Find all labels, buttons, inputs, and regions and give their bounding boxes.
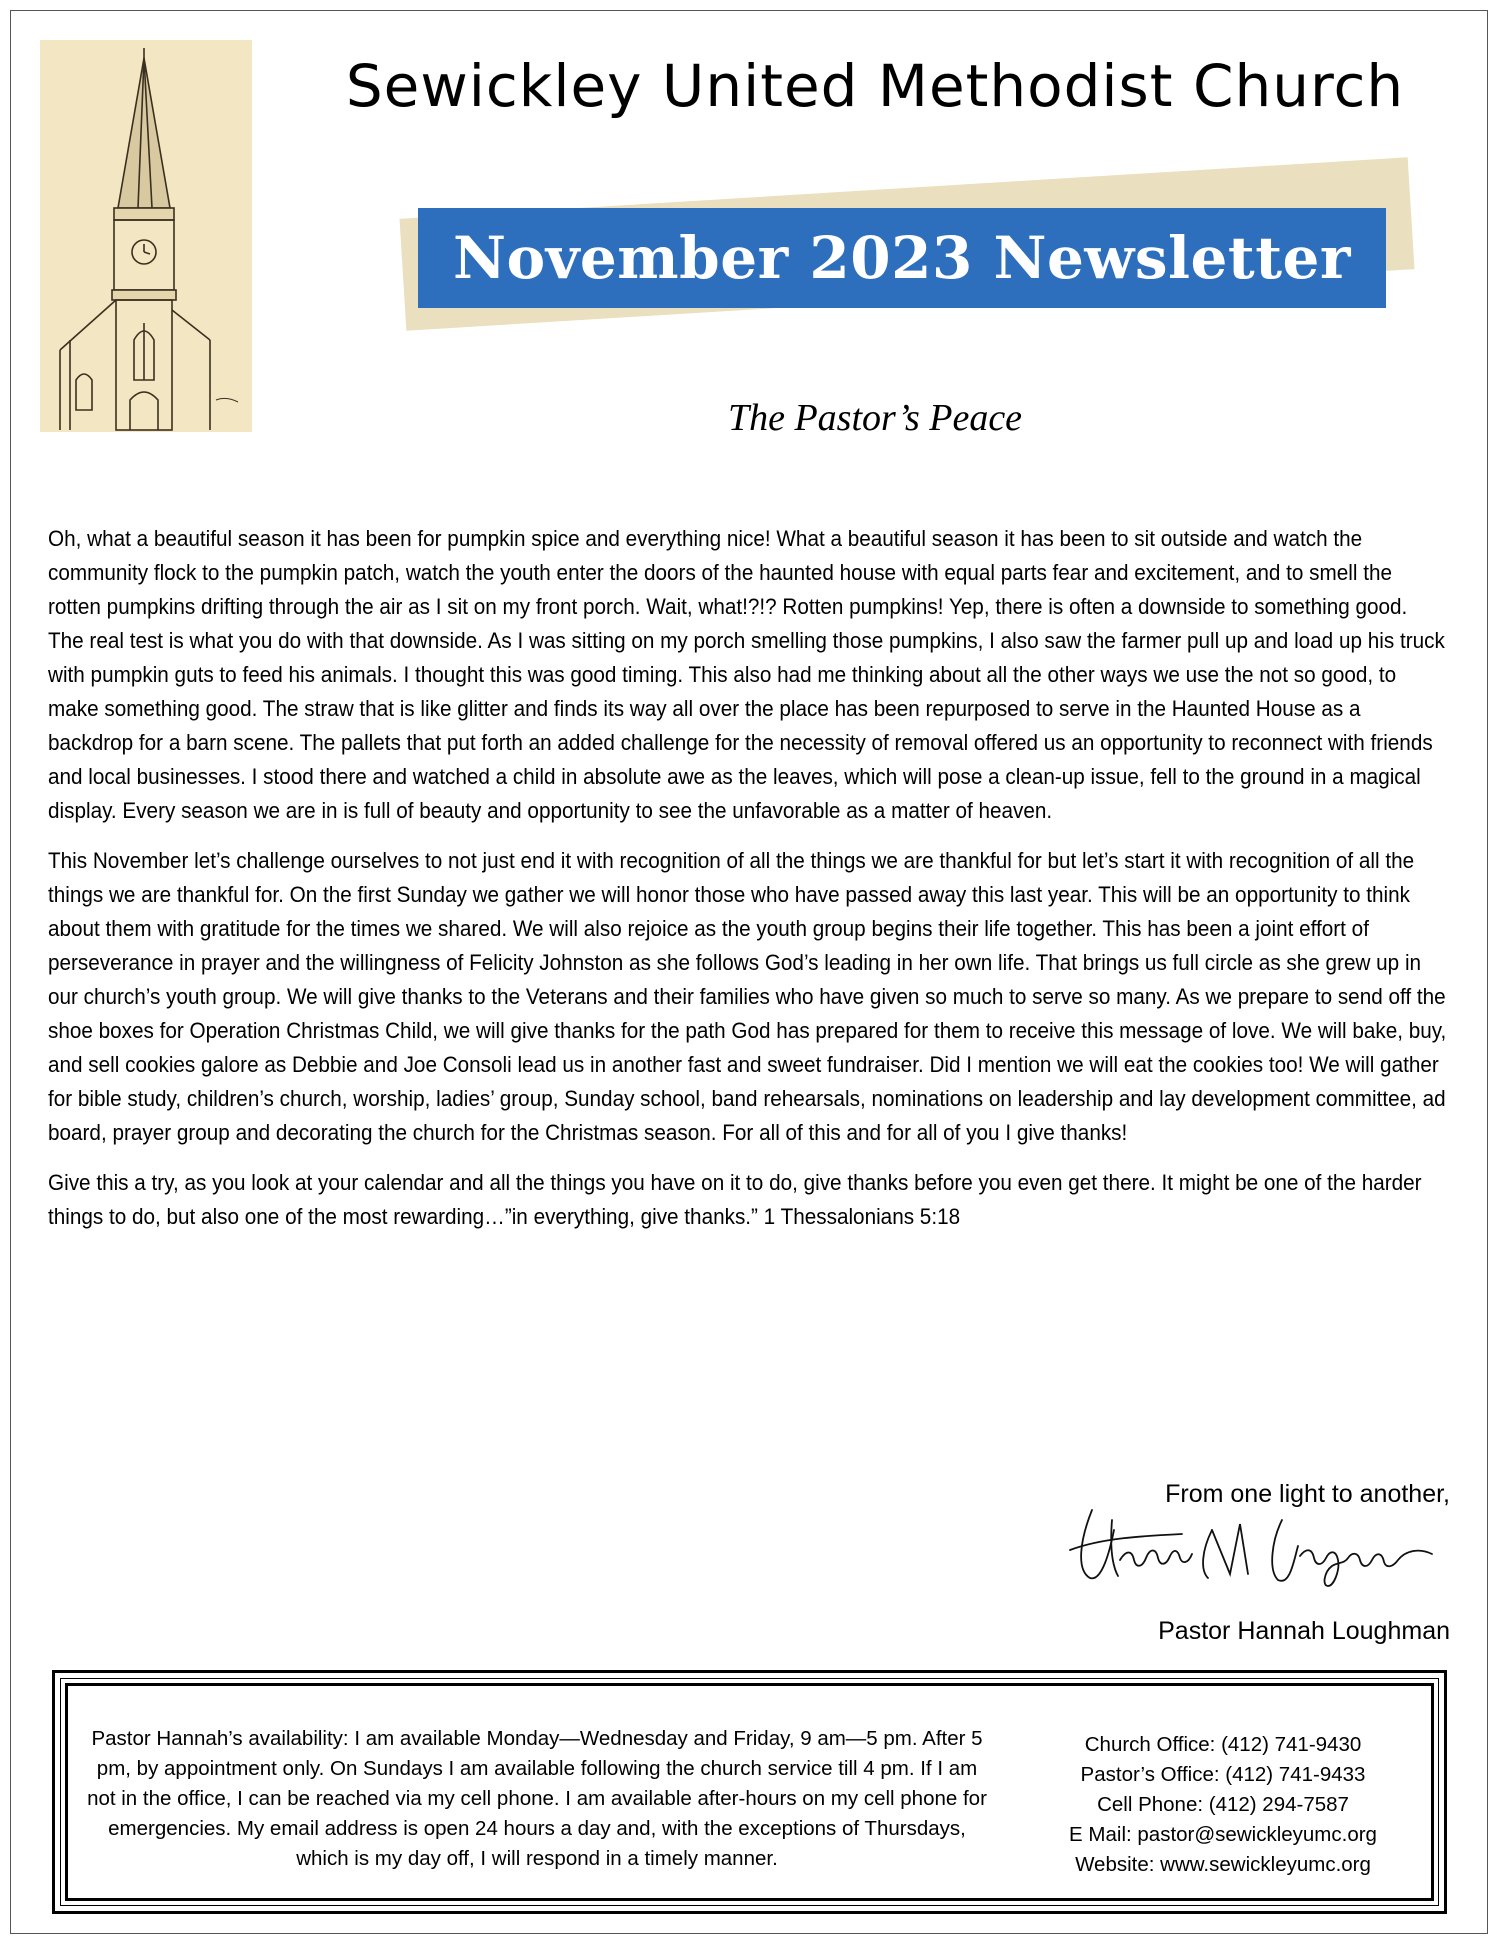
website-address: Website: www.sewickleyumc.org bbox=[1075, 1853, 1371, 1876]
email-address: E Mail: pastor@sewickleyumc.org bbox=[1069, 1823, 1377, 1846]
article-paragraph: Give this a try, as you look at your calendar and all the things you have on it to do, give thanks before you even get there. It might be one of the harder things to do, but also one of the most rewarding…”in everything, give thanks.” 1 Thessalonians 5:18 bbox=[48, 1170, 1422, 1229]
pastor-name: Pastor Hannah Loughman bbox=[1158, 1617, 1450, 1645]
contact-list bbox=[1038, 1730, 1408, 1880]
church-office-phone: Church Office: (412) 741-9430 bbox=[1084, 1733, 1362, 1756]
availability-text: Pastor Hannah’s availability: I am available Monday—Wednesday and Friday, 9 am—5 pm. After 5 pm, by appointment only. On Sundays I am available following the church service till 4 pm. If I am not in the office, I can be reached via my cell phone. I am available after-hours on my cell phone for emergencies. My email address is open 24 hours a day and, with the exceptions of Thursdays, which is my day off, I will respond in a timely manner. bbox=[87, 1727, 987, 1870]
church-steeple-illustration bbox=[40, 40, 252, 432]
article-body bbox=[48, 522, 1447, 1250]
article-title: The Pastor’s Peace bbox=[727, 397, 1023, 439]
contact-info-frame bbox=[60, 1678, 1439, 1906]
contact-info-box bbox=[52, 1670, 1447, 1914]
pastor-signature bbox=[1062, 1490, 1452, 1590]
newsletter-title-banner: November 2023 Newsletter bbox=[418, 208, 1386, 308]
closing-line: From one light to another, bbox=[1165, 1480, 1450, 1508]
article-paragraph: Oh, what a beautiful season it has been for pumpkin spice and everything nice! What a beautiful season it has been to sit outside and watch the community flock to the pumpkin patch, watch the youth enter the doors of the haunted house with equal parts fear and excitement, and to smell the rotten pumpkins drifting through the air as I sit on my front porch. Wait, what!?!? Rotten pumpkins! Yep, there is often a downside to something good. The real test is what you do with that downside. As I was sitting on my porch smelling those pumpkins, I also saw the farmer pull up and load up his truck with pumpkin guts to feed his animals. I thought this was good timing. This also had me thinking about all the other ways we use the not so good, to make something good. The straw that is like glitter and finds its way all over the place has been repurposed to serve in the Haunted House as a backdrop for a barn scene. The pallets that put forth an added challenge for the necessity of removal offered us an opportunity to reconnect with friends and local businesses. I stood there and watched a child in absolute awe as the leaves, which will pose a clean-up issue, fell to the ground in a magical display. Every season we are in is full of beauty and opportunity to see the unfavorable as a matter of heaven. bbox=[48, 526, 1445, 823]
contact-info-frame-inner bbox=[65, 1683, 1434, 1901]
pastor-office-phone: Pastor’s Office: (412) 741-9433 bbox=[1080, 1763, 1366, 1786]
church-name: Sewickley United Methodist Church bbox=[345, 52, 1405, 120]
cell-phone: Cell Phone: (412) 294-7587 bbox=[1097, 1793, 1349, 1816]
article-paragraph: This November let’s challenge ourselves to not just end it with recognition of all the things we are thankful for but let’s start it with recognition of all the things we are thankful for. On the first Sunday we gather we will honor those who have passed away this last year. This will be an opportunity to think about them with gratitude for the times we shared. We will also rejoice as the youth group begins their life together. This has been a joint effort of perseverance in prayer and the willingness of Felicity Johnston as she follows God’s leading in her own life. That brings us full circle as she grew up in our church’s youth group. We will give thanks to the Veterans and their families who have given so much to serve so many. As we prepare to send off the shoe boxes for Operation Christmas Child, we will give thanks for the path God has prepared for them to receive this message of love. We will bake, buy, and sell cookies galore as Debbie and Joe Consoli lead us in another fast and sweet fundraiser. Did I mention we will eat the cookies too! We will gather for bible study, children’s church, worship, ladies’ group, Sunday school, band rehearsals, nominations on leadership and lay development committee, ad board, prayer group and decorating the church for the Christmas season. For all of this and for all of you I give thanks! bbox=[48, 848, 1447, 1145]
